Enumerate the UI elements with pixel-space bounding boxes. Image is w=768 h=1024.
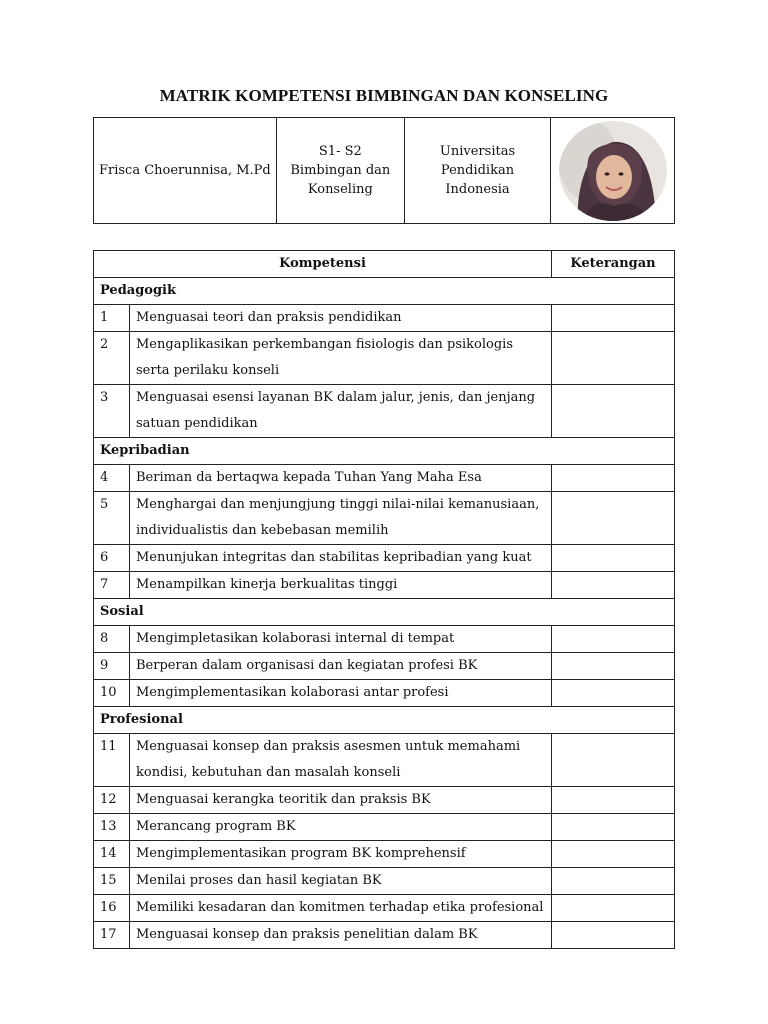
competency-text-line: Menguasai esensi layanan BK dalam jalur, jenis, dan jenjang — [136, 390, 536, 405]
profile-degree — [276, 118, 404, 224]
competency-text-line: Mengimplementasikan kolaborasi antar profesi — [136, 685, 449, 700]
competency-text-line: Mengimpletasikan kolaborasi internal di tempat — [136, 631, 455, 646]
keterangan-cell — [552, 332, 675, 385]
competency-number: 12 — [94, 787, 130, 814]
category-row — [94, 707, 675, 734]
keterangan-cell — [552, 922, 675, 949]
competency-text-line: Menguasai teori dan praksis pendidikan — [136, 310, 402, 325]
competency-description — [130, 734, 552, 787]
table-row — [94, 572, 675, 599]
competency-description — [130, 305, 552, 332]
competency-number: 16 — [94, 895, 130, 922]
table-row — [94, 841, 675, 868]
competency-number: 2 — [94, 332, 130, 385]
keterangan-cell — [552, 653, 675, 680]
competency-description — [130, 787, 552, 814]
competency-description — [130, 545, 552, 572]
profile-photo-cell — [551, 118, 675, 224]
keterangan-cell — [552, 545, 675, 572]
competency-description — [130, 465, 552, 492]
category-label: Profesional — [94, 707, 675, 734]
competency-text-line: satuan pendidikan — [136, 416, 258, 431]
table-row — [94, 653, 675, 680]
header-kompetensi: Kompetensi — [94, 251, 552, 278]
keterangan-cell — [552, 492, 675, 545]
table-row — [94, 305, 675, 332]
category-row — [94, 438, 675, 465]
competency-number: 13 — [94, 814, 130, 841]
table-row — [94, 787, 675, 814]
table-row — [94, 385, 675, 438]
competency-number: 17 — [94, 922, 130, 949]
table-header-row — [94, 251, 675, 278]
page-title: MATRIK KOMPETENSI BIMBINGAN DAN KONSELING — [159, 86, 609, 105]
keterangan-cell — [552, 787, 675, 814]
competency-description — [130, 385, 552, 438]
competency-description — [130, 626, 552, 653]
competency-number: 4 — [94, 465, 130, 492]
competency-description — [130, 680, 552, 707]
profile-photo-icon — [558, 120, 668, 222]
competency-text-line: serta perilaku konseli — [136, 363, 280, 378]
competency-description — [130, 332, 552, 385]
competency-text-line: individualistis dan kebebasan memilih — [136, 523, 389, 538]
keterangan-cell — [552, 385, 675, 438]
table-row — [94, 492, 675, 545]
competency-description — [130, 841, 552, 868]
table-row — [94, 626, 675, 653]
competency-text-line: Beriman da bertaqwa kepada Tuhan Yang Maha Esa — [136, 470, 482, 485]
competency-number: 10 — [94, 680, 130, 707]
profile-degree-line: S1- S2 — [318, 144, 362, 159]
category-row — [94, 599, 675, 626]
competency-text-line: Berperan dalam organisasi dan kegiatan profesi BK — [136, 658, 478, 673]
keterangan-cell — [552, 465, 675, 492]
competency-text-line: Mengimplementasikan program BK komprehensif — [136, 846, 466, 861]
competency-number: 1 — [94, 305, 130, 332]
competency-number: 5 — [94, 492, 130, 545]
competency-number: 11 — [94, 734, 130, 787]
competency-text-line: Memiliki kesadaran dan komitmen terhadap etika profesional — [136, 900, 544, 915]
category-label: Pedagogik — [94, 278, 675, 305]
competency-number: 15 — [94, 868, 130, 895]
competency-description — [130, 895, 552, 922]
category-row — [94, 278, 675, 305]
keterangan-cell — [552, 868, 675, 895]
table-row — [94, 868, 675, 895]
keterangan-cell — [552, 841, 675, 868]
competency-description — [130, 868, 552, 895]
table-row — [94, 895, 675, 922]
competency-text-line: Merancang program BK — [136, 819, 296, 834]
table-row — [94, 680, 675, 707]
competency-table — [93, 250, 675, 949]
competency-description — [130, 572, 552, 599]
competency-description — [130, 814, 552, 841]
table-row — [94, 734, 675, 787]
table-row — [94, 332, 675, 385]
competency-text-line: Mengaplikasikan perkembangan fisiologis dan psikologis — [136, 337, 513, 352]
keterangan-cell — [552, 305, 675, 332]
competency-description — [130, 922, 552, 949]
category-label: Sosial — [94, 599, 675, 626]
keterangan-cell — [552, 572, 675, 599]
header-keterangan: Keterangan — [552, 251, 675, 278]
table-row — [94, 922, 675, 949]
competency-number: 9 — [94, 653, 130, 680]
competency-description — [130, 492, 552, 545]
keterangan-cell — [552, 626, 675, 653]
competency-number: 8 — [94, 626, 130, 653]
competency-number: 14 — [94, 841, 130, 868]
profile-university-line: Universitas — [439, 144, 516, 159]
table-row — [94, 814, 675, 841]
competency-text-line: Menilai proses dan hasil kegiatan BK — [136, 873, 382, 888]
competency-text-line: Menguasai konsep dan praksis penelitian dalam BK — [136, 927, 478, 942]
table-row — [94, 465, 675, 492]
table-row — [94, 545, 675, 572]
competency-text-line: Menunjukan integritas dan stabilitas kepribadian yang kuat — [136, 550, 532, 565]
profile-university-line: Pendidikan — [440, 163, 515, 178]
profile-degree-line: Konseling — [307, 182, 373, 197]
competency-number: 6 — [94, 545, 130, 572]
competency-description — [130, 653, 552, 680]
category-label: Kepribadian — [94, 438, 675, 465]
competency-text-line: Menampilkan kinerja berkualitas tinggi — [136, 577, 398, 592]
profile-university-line: Indonesia — [445, 182, 510, 197]
competency-text-line: kondisi, kebutuhan dan masalah konseli — [136, 765, 401, 780]
keterangan-cell — [552, 734, 675, 787]
profile-degree-line: Bimbingan dan — [290, 163, 391, 178]
competency-number: 7 — [94, 572, 130, 599]
profile-header-table — [93, 117, 675, 224]
competency-number: 3 — [94, 385, 130, 438]
competency-text-line: Menguasai konsep dan praksis asesmen untuk memahami — [136, 739, 521, 754]
profile-name: Frisca Choerunnisa, M.Pd — [94, 118, 277, 224]
keterangan-cell — [552, 895, 675, 922]
keterangan-cell — [552, 814, 675, 841]
profile-university — [404, 118, 550, 224]
competency-text-line: Menguasai kerangka teoritik dan praksis BK — [136, 792, 431, 807]
keterangan-cell — [552, 680, 675, 707]
competency-text-line: Menghargai dan menjungjung tinggi nilai-nilai kemanusiaan, — [136, 497, 540, 512]
